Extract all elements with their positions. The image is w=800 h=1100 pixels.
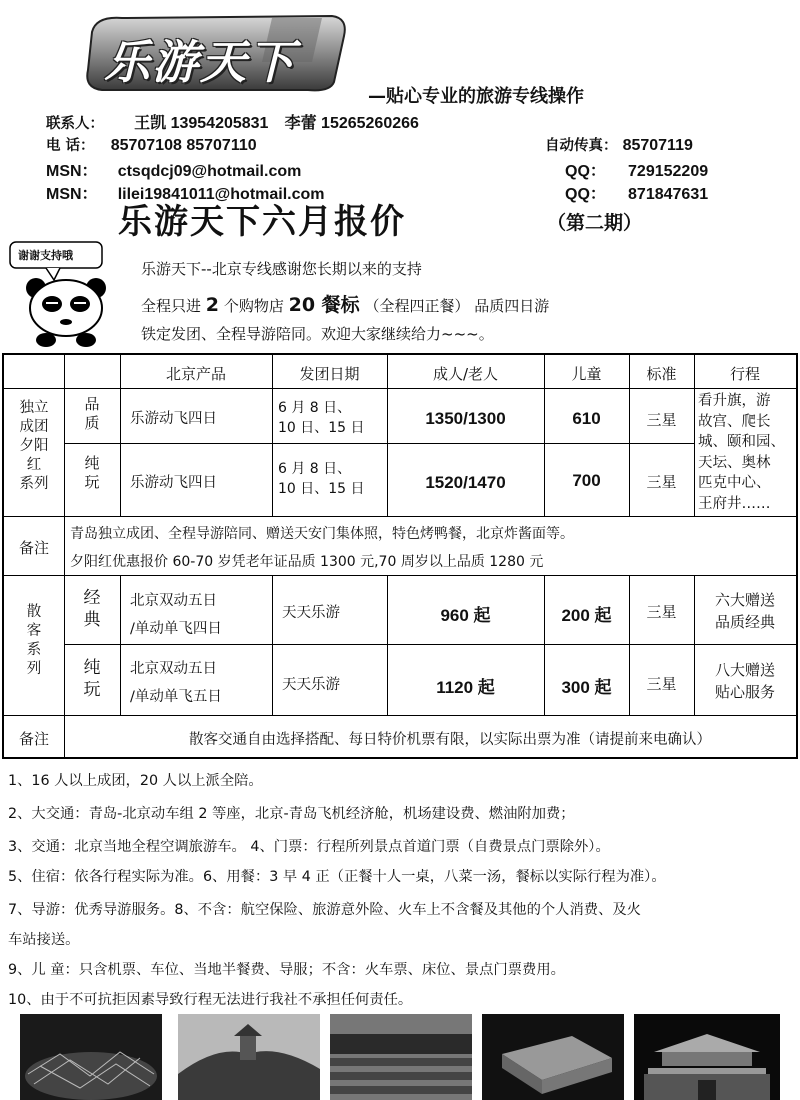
- row1-category: [64, 395, 120, 433]
- intro-line-2-a: 全程只进: [141, 297, 202, 315]
- group2-label-line: 散: [26, 604, 42, 620]
- note1-line-1: 青岛独立成团、全程导游陪同、赠送天安门集体照，特色烤鸭餐，北京炸酱面等。: [70, 526, 574, 542]
- contact-label: 联系人：: [46, 116, 104, 132]
- qq2-label: QQ：: [565, 186, 606, 203]
- group1-label-line: 成团: [19, 419, 49, 435]
- note-item: 2、大交通：青岛-北京动车组 2 等座，北京-青岛飞机经济舱，机场建设费、燃油附加费；: [8, 806, 575, 822]
- row2-date: [278, 459, 365, 499]
- photo-tiananmen: [634, 1014, 780, 1100]
- panda-mascot: [6, 240, 130, 350]
- row4-category-char: 纯: [83, 658, 101, 678]
- row1-category-char: 质: [84, 414, 100, 432]
- msn1-address: ctsqdcj09@hotmail.com: [117, 163, 302, 180]
- row3-category-char: 经: [83, 588, 101, 608]
- row1-child-price: 610: [572, 409, 601, 428]
- table-rule: [64, 443, 694, 444]
- intro-line-2-e: （全程四正餐） 品质四日游: [364, 297, 550, 315]
- itinerary-line: 王府井……: [698, 495, 771, 512]
- row4-itinerary: [694, 659, 796, 703]
- qq1-number: 729152209: [628, 163, 709, 180]
- row3-standard: 三星: [646, 603, 677, 621]
- contact-person-2: 李蕾 15265260266: [284, 115, 419, 132]
- table-rule: [629, 575, 630, 715]
- intro-line-1: 乐游天下--北京专线感谢您长期以来的支持: [141, 260, 422, 278]
- row1-adult-price: 1350/1300: [425, 409, 506, 428]
- header-standard: 标准: [646, 365, 677, 383]
- fax-label: 自动传真：: [545, 138, 618, 154]
- price-table: [2, 353, 798, 759]
- itinerary-line: 匹克中心、: [698, 475, 771, 491]
- row2-standard: 三星: [646, 473, 677, 491]
- table-rule: [272, 575, 273, 715]
- group1-label-line: 系列: [19, 476, 49, 492]
- row1-standard: 三星: [646, 411, 677, 429]
- table-rule: [4, 715, 796, 716]
- panda-bubble-text: 谢谢支持哦: [18, 249, 73, 262]
- row2-child-price: 700: [572, 471, 601, 490]
- table-rule: [4, 575, 796, 576]
- row3-child-price: 200 起: [561, 606, 612, 625]
- table-rule: [64, 644, 796, 645]
- note2-text: 散客交通自由选择搭配、每日特价机票有限，以实际出票为准（请提前来电确认）: [189, 732, 711, 748]
- row4-itinerary-line: 贴心服务: [714, 683, 775, 701]
- header-adult: 成人/老人: [432, 365, 499, 383]
- row2-category: [64, 454, 120, 492]
- note2-label: 备注: [18, 730, 49, 748]
- row3-product-line: /单动单飞四日: [130, 621, 222, 637]
- intro-line-3: 铁定发团、全程导游陪同。欢迎大家继续给力~~~。: [141, 325, 494, 343]
- row2-adult-price: 1520/1470: [425, 473, 506, 492]
- table-rule: [4, 516, 796, 517]
- itinerary-line: 看升旗，游: [698, 393, 771, 409]
- row4-product-line: 北京双动五日: [130, 661, 217, 677]
- msn2-address: lilei19841011@hotmail.com: [117, 186, 325, 203]
- intro-line-2-c: 个购物店: [223, 297, 284, 315]
- photo-birds-nest: [20, 1014, 162, 1100]
- row4-itinerary-line: 八大赠送: [714, 661, 775, 679]
- issue-label: （第二期）: [547, 212, 643, 234]
- row3-adult-price: 960 起: [440, 606, 491, 625]
- note1-label: 备注: [18, 539, 49, 557]
- msn1-row: [46, 158, 301, 181]
- intro-meal-standard: 20 餐标: [288, 294, 360, 316]
- row3-date: 天天乐游: [282, 605, 340, 621]
- qq2-row: [565, 181, 708, 204]
- group1-label-line: 独立: [19, 400, 49, 416]
- row3-category-char: 典: [83, 610, 101, 630]
- row3-category: [64, 587, 120, 631]
- note-item: 10、由于不可抗拒因素导致行程无法进行我社不承担任何责任。: [8, 992, 413, 1008]
- note-item: 1、16 人以上成团，20 人以上派全陪。: [8, 773, 263, 789]
- row4-product-line: /单动单飞五日: [130, 689, 222, 705]
- phone-label: 电 话：: [46, 138, 95, 154]
- row4-category: [64, 657, 120, 701]
- row3-itinerary: [694, 589, 796, 633]
- intro-line-2: [141, 290, 549, 317]
- qq1-row: [565, 158, 708, 181]
- itinerary-line: 天坛、奥林: [698, 454, 771, 471]
- table-rule: [120, 575, 121, 715]
- row1-category-char: 品: [84, 395, 100, 413]
- table-rule: [4, 388, 796, 389]
- note1-line-2: 夕阳红优惠报价 60-70 岁凭老年证品质 1300 元,70 周岁以上品质 1280 元: [70, 554, 544, 570]
- row4-date: 天天乐游: [282, 677, 340, 693]
- row2-category-char: 纯: [84, 454, 100, 472]
- itinerary-line: 故宫、爬长: [698, 413, 771, 430]
- row4-product: [130, 655, 222, 711]
- header-itinerary: 行程: [729, 365, 760, 383]
- group1-label: [4, 399, 64, 494]
- group1-itinerary: [698, 391, 796, 514]
- phone-row: [46, 134, 257, 155]
- logo-text: 乐游天下: [104, 35, 296, 89]
- note-item: 车站接送。: [8, 932, 80, 948]
- row4-category-char: 玩: [83, 680, 101, 700]
- row4-child-price: 300 起: [561, 678, 612, 697]
- brand-logo: [82, 12, 350, 94]
- group1-label-line: 夕阳: [19, 438, 49, 454]
- row4-adult-price: 1120 起: [436, 678, 495, 697]
- header-date: 发团日期: [299, 365, 360, 383]
- group2-label-line: 列: [26, 661, 42, 677]
- row1-date: [278, 398, 365, 438]
- fax-number: 85707119: [622, 137, 693, 154]
- contact-person-row: [46, 110, 419, 133]
- intro-shop-count: 2: [205, 294, 220, 316]
- phone-numbers: 85707108 85707110: [110, 137, 257, 154]
- note-item: 7、导游：优秀导游服务。8、不含：航空保险、旅游意外险、火车上不含餐及其他的个人消费、及火: [8, 902, 641, 918]
- row2-date-line: 6 月 8 日、: [278, 461, 352, 477]
- qq2-number: 871847631: [628, 186, 709, 203]
- row1-product: 乐游动飞四日: [130, 411, 217, 427]
- msn1-label: MSN：: [46, 163, 98, 180]
- header-product: 北京产品: [165, 365, 226, 383]
- photo-forbidden-city: [330, 1014, 472, 1100]
- note-item: 3、交通：北京当地全程空调旅游车。 4、门票：行程所列景点首道门票（自费景点门票除外）。: [8, 839, 610, 855]
- qq1-label: QQ：: [565, 163, 606, 180]
- group2-label: [4, 603, 64, 679]
- msn2-label: MSN：: [46, 186, 98, 203]
- contact-person-1: 王凯 13954205831: [134, 115, 269, 132]
- page-title: 乐游天下六月报价: [118, 202, 406, 242]
- row3-product: [130, 587, 222, 643]
- row1-date-line: 6 月 8 日、: [278, 400, 352, 416]
- row3-itinerary-line: 品质经典: [714, 613, 775, 631]
- photo-summer-palace: [178, 1014, 320, 1100]
- group1-label-line: 红: [26, 457, 42, 473]
- group2-label-line: 客: [26, 623, 42, 639]
- row2-date-line: 10 日、15 日: [278, 481, 365, 497]
- group2-label-line: 系: [26, 642, 42, 658]
- row2-product: 乐游动飞四日: [130, 475, 217, 491]
- tagline: —贴心专业的旅游专线操作: [368, 86, 584, 107]
- photo-water-cube: [482, 1014, 624, 1100]
- header-child: 儿童: [571, 365, 602, 383]
- itinerary-line: 城、颐和园、: [698, 434, 785, 450]
- fax-row: [545, 134, 693, 155]
- row4-standard: 三星: [646, 675, 677, 693]
- row3-itinerary-line: 六大赠送: [714, 591, 775, 609]
- note-item: 9、儿 童：只含机票、车位、当地半餐费、导服；不含：火车票、床位、景点门票费用。: [8, 962, 565, 978]
- row2-category-char: 玩: [84, 473, 100, 491]
- row3-product-line: 北京双动五日: [130, 593, 217, 609]
- note-item: 5、住宿：依各行程实际为准。6、用餐：3 早 4 正（正餐十人一桌，八菜一汤，餐标以实际行程为准）。: [8, 869, 666, 885]
- row1-date-line: 10 日、15 日: [278, 420, 365, 436]
